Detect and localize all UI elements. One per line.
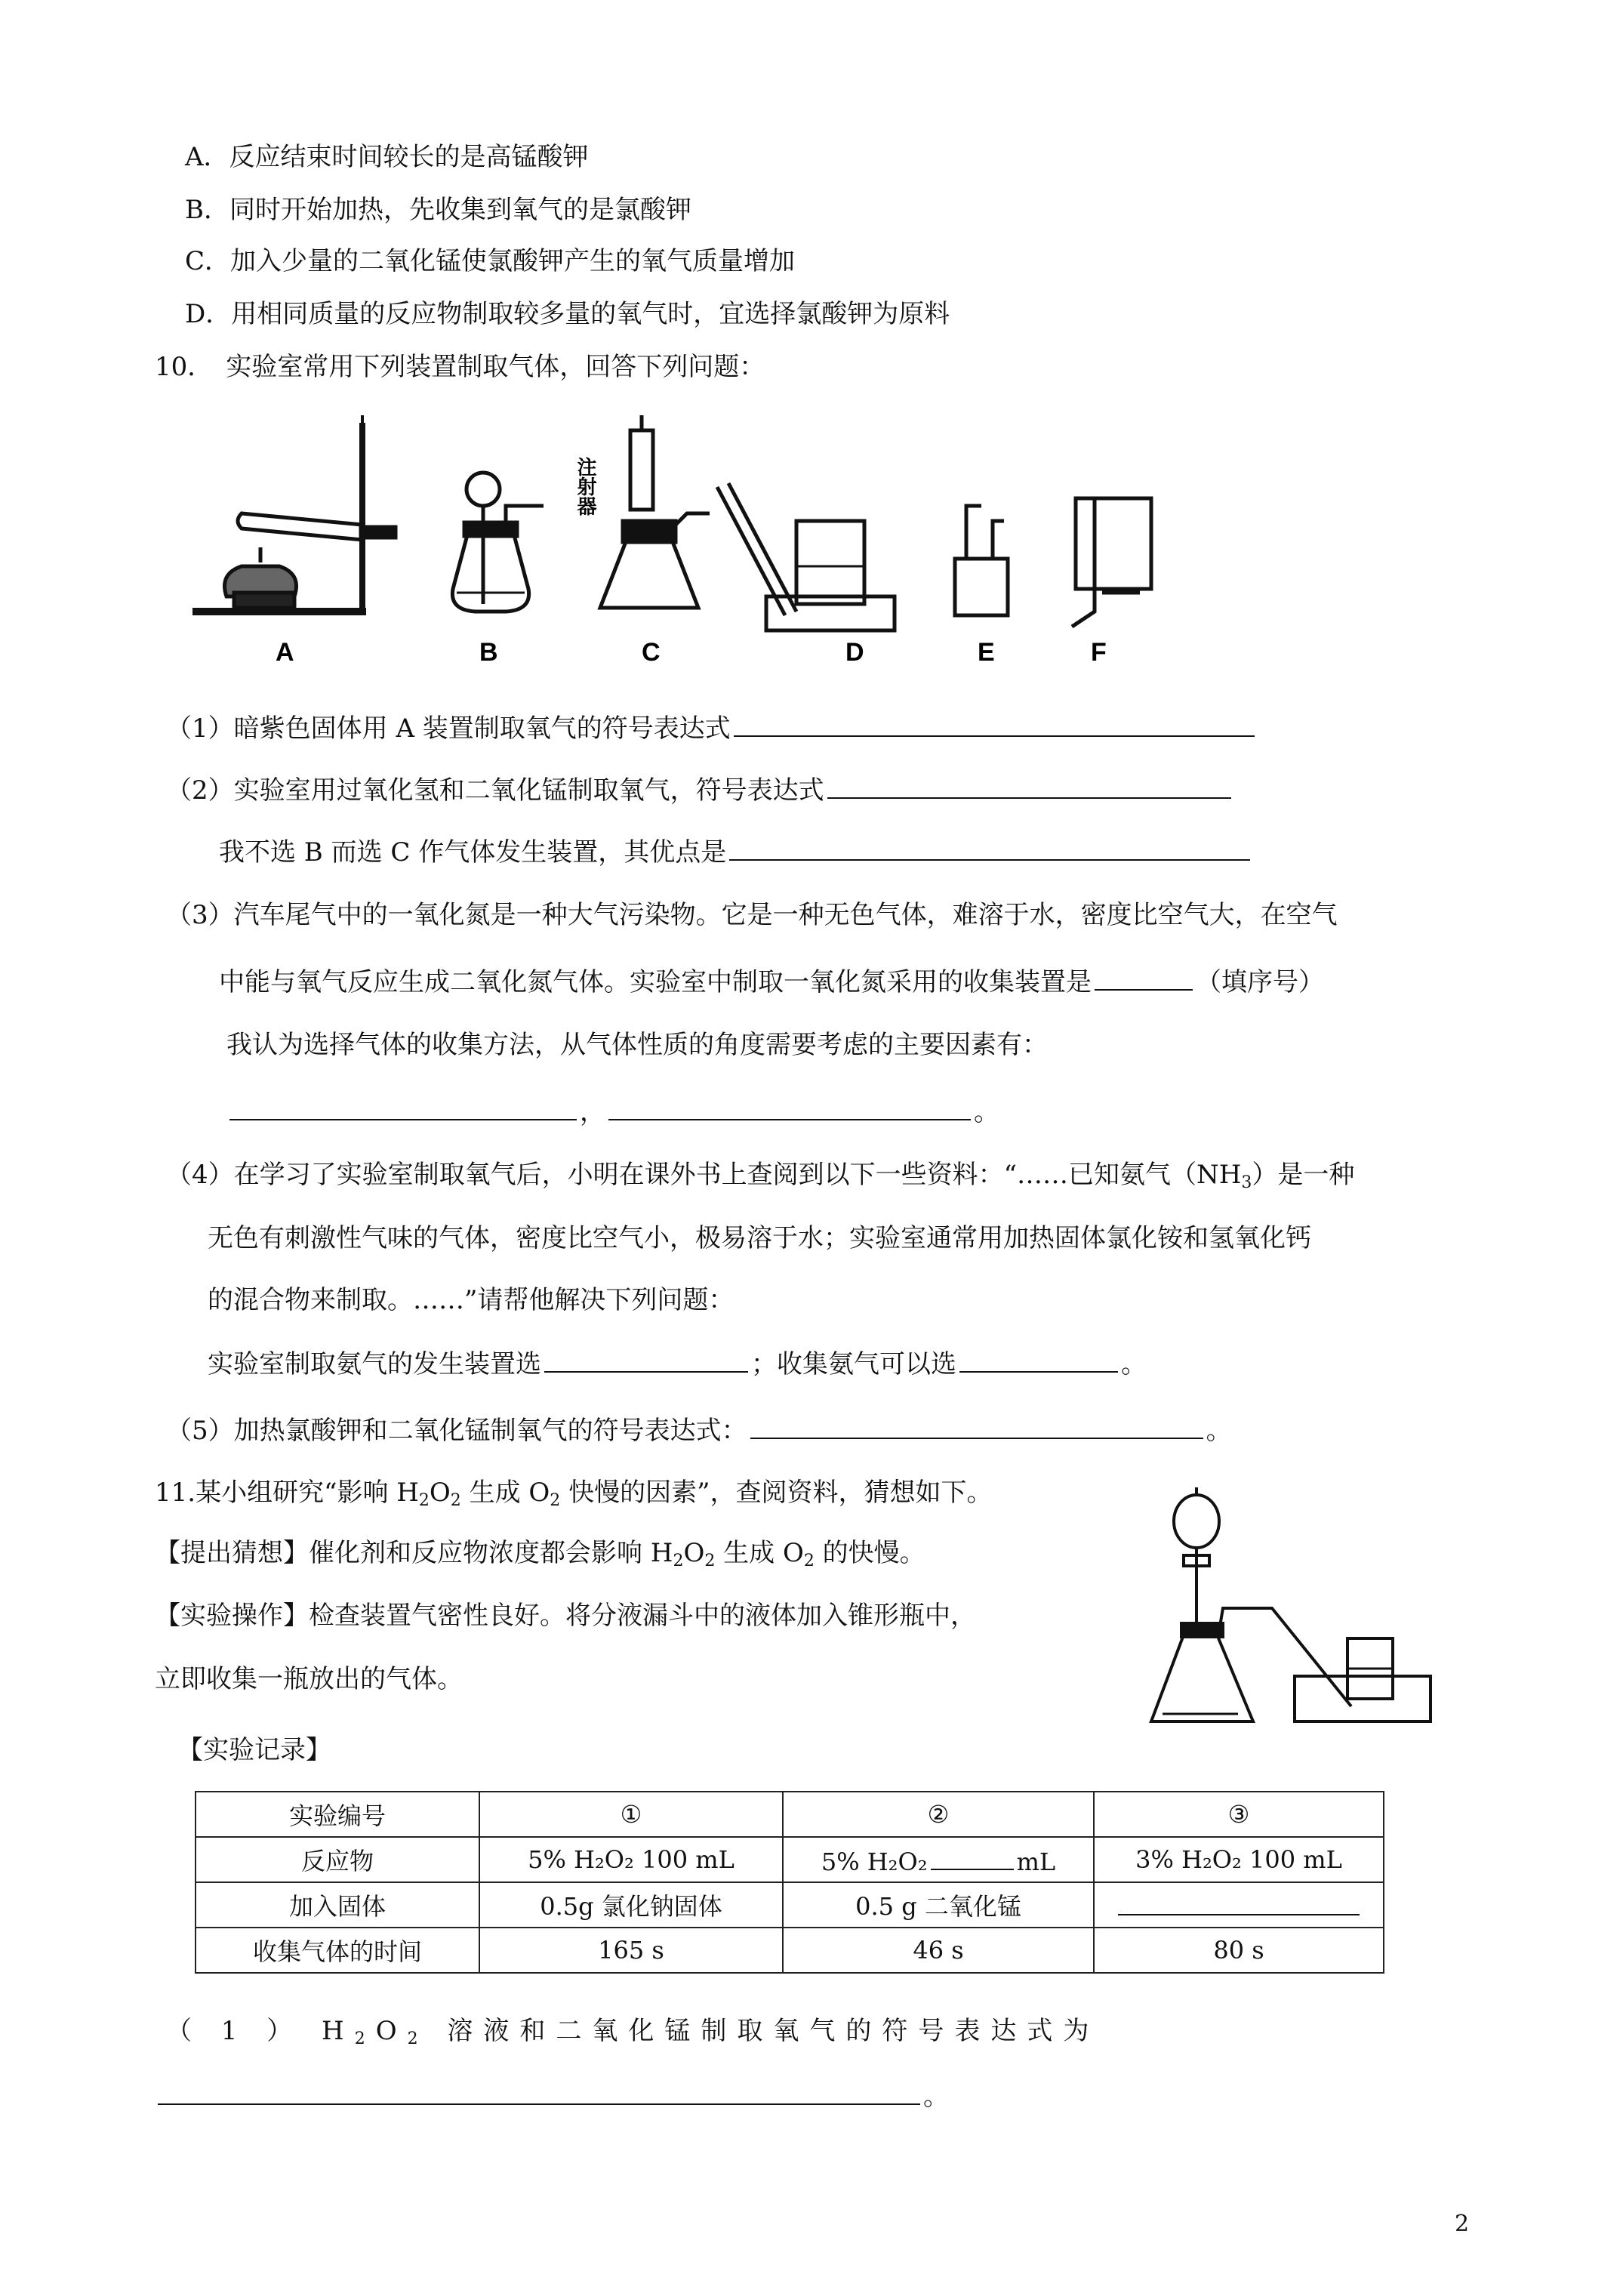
reactant-3: 3% H₂O₂ 100 mL: [1094, 1837, 1384, 1882]
answer-blank-6[interactable]: [608, 1093, 971, 1120]
answer-blank-2[interactable]: [827, 772, 1231, 799]
answer-blank-10[interactable]: [158, 2078, 920, 2105]
q10-part1: （1）暗紫色固体用 A 装置制取氧气的符号表达式: [166, 710, 1258, 745]
apparatus-label-a: A: [276, 638, 294, 667]
q10-part2: （2）实验室用过氧化氢和二氧化锰制取氧气，符号表达式: [166, 772, 1234, 807]
time-3: 80 s: [1094, 1928, 1384, 1973]
answer-blank-9[interactable]: [750, 1412, 1203, 1439]
header-3: ③: [1094, 1792, 1384, 1837]
option-a: A．反应结束时间较长的是高锰酸钾: [185, 142, 589, 172]
reactant-2: 5% H₂O₂ mL: [783, 1837, 1094, 1882]
q11-part1-answer: 。: [155, 2078, 949, 2113]
q11-apparatus-figure: [1132, 1480, 1434, 1737]
q10-part2b: 我不选 B 而选 C 作气体发生装置，其优点是: [219, 834, 1253, 869]
header-label: 实验编号: [196, 1792, 479, 1837]
answer-blank-4[interactable]: [1095, 963, 1193, 991]
q11-hypothesis: 【提出猜想】催化剂和反应物浓度都会影响 $H_2O_2$ 生成 $O_2$ 的快慢。: [155, 1538, 925, 1570]
q10-part3-line3: 我认为选择气体的收集方法，从气体性质的角度需要考虑的主要因素有：: [226, 1030, 1048, 1060]
table-row: [196, 1837, 1384, 1882]
time-label: 收集气体的时间: [196, 1928, 479, 1973]
time-2: 46 s: [783, 1928, 1094, 1973]
q10-part3-line1: （3）汽车尾气中的一氧化氮是一种大气污染物。它是一种无色气体，难溶于水，密度比空气大，在空气: [166, 900, 1338, 930]
option-b: B．同时开始加热，先收集到氧气的是氯酸钾: [185, 195, 691, 225]
reactant-1: 5% H₂O₂ 100 mL: [479, 1837, 783, 1882]
q10-part4-line1: （4）在学习了实验室制取氧气后，小明在课外书上查阅到以下一些资料：“……已知氨气$(NH_3)$是一种: [166, 1160, 1355, 1192]
q11-operation-line2: 立即收集一瓶放出的气体。: [155, 1664, 463, 1694]
option-d: D．用相同质量的反应物制取较多量的氧气时，宜选择氯酸钾为原料: [185, 299, 950, 329]
table-row: [196, 1928, 1384, 1973]
reactant-label: 反应物: [196, 1837, 479, 1882]
q11-stem: 11.某小组研究“影响 $H_2O_2$ 生成 $O_2$ 快慢的因素”，查阅资料，猜想如下。: [155, 1478, 993, 1510]
answer-blank-1[interactable]: [734, 710, 1255, 737]
table-row: [196, 1882, 1384, 1928]
apparatus-label-c: C: [642, 638, 661, 667]
answer-blank-7[interactable]: [544, 1345, 748, 1373]
solid-1: 0.5g 氯化钠固体: [479, 1882, 783, 1928]
syringe-label: 注射器: [574, 457, 596, 516]
answer-blank-3[interactable]: [729, 834, 1250, 861]
option-c: C．加入少量的二氧化锰使氯酸钾产生的氧气质量增加: [185, 246, 796, 276]
time-1: 165 s: [479, 1928, 783, 1973]
apparatus-label-f: F: [1091, 638, 1107, 667]
page-number: 2: [1455, 2211, 1470, 2237]
header-1: ①: [479, 1792, 783, 1837]
q11-record-heading: 【实验记录】: [177, 1735, 331, 1765]
q10-stem: 10． 实验室常用下列装置制取气体，回答下列问题：: [155, 352, 765, 382]
solid-3: [1094, 1882, 1384, 1928]
apparatus-label-d: D: [845, 638, 864, 667]
table-row: [196, 1792, 1384, 1837]
apparatus-figure: [189, 408, 1170, 680]
answer-blank-8[interactable]: [959, 1345, 1118, 1373]
q10-part3-line2: 中能与氧气反应生成二氧化氮气体。实验室中制取一氧化氮采用的收集装置是 （填序号）: [219, 963, 1324, 999]
solid-2: 0.5 g 二氧化锰: [783, 1882, 1094, 1928]
reactant-2-blank[interactable]: [931, 1843, 1014, 1870]
q10-part4-line3: 的混合物来制取。……”请帮他解决下列问题：: [208, 1285, 735, 1315]
header-2: ②: [783, 1792, 1094, 1837]
q10-part3-line4: ， 。: [226, 1093, 999, 1129]
solid-label: 加入固体: [196, 1882, 479, 1928]
solid-3-blank[interactable]: [1118, 1888, 1360, 1915]
q10-part5: （5）加热氯酸钾和二氧化锰制氧气的符号表达式： 。: [166, 1412, 1232, 1447]
answer-blank-5[interactable]: [229, 1093, 577, 1120]
apparatus-label-e: E: [978, 638, 995, 667]
q11-part1: （ 1 ） $H_2O_2$ 溶液和二氧化锰制取氧气的符号表达式为: [166, 2016, 1100, 2048]
q11-operation-line1: 【实验操作】检查装置气密性良好。将分液漏斗中的液体加入锥形瓶中，: [155, 1601, 976, 1631]
q10-part4-line4: 实验室制取氨气的发生装置选 ；收集氨气可以选 。: [208, 1345, 1147, 1381]
experiment-record-table: [195, 1791, 1384, 1974]
apparatus-label-b: B: [479, 638, 498, 667]
q10-part4-line2: 无色有刺激性气味的气体，密度比空气小，极易溶于水；实验室通常用加热固体氯化铵和氢氧化钙: [208, 1223, 1311, 1253]
